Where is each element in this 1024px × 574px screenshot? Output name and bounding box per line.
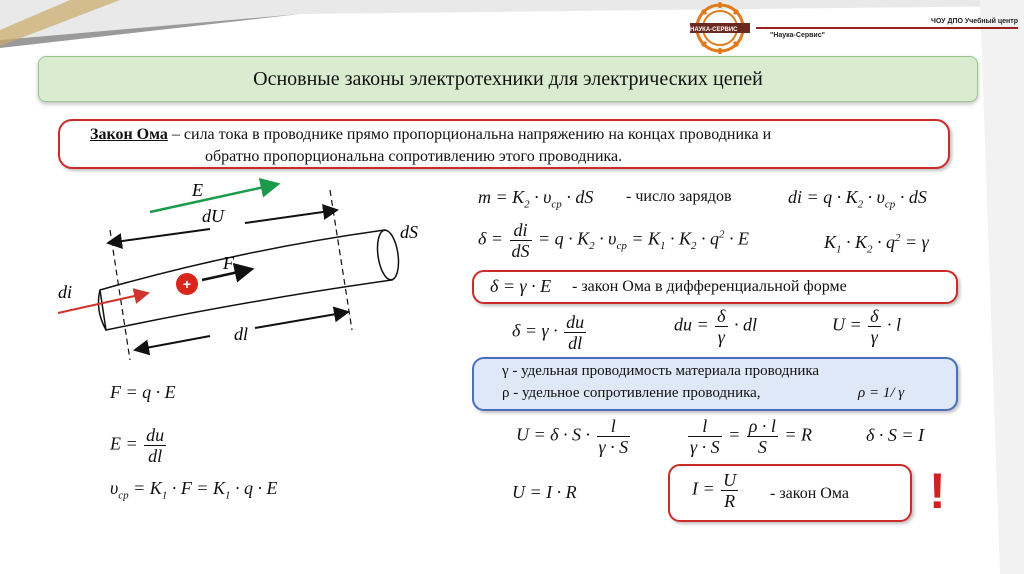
formula-delta-du: δ = γ · $\frac{du}{dl}$ bbox=[512, 312, 585, 353]
charge-count-note: - число зарядов bbox=[626, 188, 732, 205]
label-e: E bbox=[192, 180, 203, 200]
formula-charge-count: $m = K_2 \cdot \upsilon_{ср}$ · dS bbox=[478, 187, 594, 211]
differential-form-note: - закон Ома в дифференциальной форме bbox=[572, 278, 847, 295]
conductor-diagram bbox=[40, 170, 440, 370]
slide-title bbox=[38, 56, 978, 102]
exclamation-icon: ! bbox=[929, 463, 946, 519]
label-ds: dS bbox=[400, 222, 418, 242]
org-name: ЧОУ ДПО Учебный центр bbox=[930, 18, 1018, 25]
label-du: dU bbox=[202, 206, 224, 226]
label-di: di bbox=[58, 282, 73, 302]
law-dash: – bbox=[167, 126, 184, 143]
label-dl: dl bbox=[234, 324, 249, 344]
du-arrow-right bbox=[245, 210, 337, 223]
header-divider bbox=[756, 27, 1018, 29]
formula-du: du = $\frac{\delta}{\gamma}$ · dl bbox=[674, 306, 758, 347]
law-name: Закон Ома bbox=[90, 126, 168, 143]
org-subtitle: "Наука-Сервис" bbox=[770, 32, 825, 39]
logo-text: НАУКА-СЕРВИС bbox=[690, 27, 738, 33]
formula-current: δ · S = I bbox=[866, 425, 925, 445]
formula-field: E = $\frac{du}{dl}$ bbox=[110, 425, 165, 466]
gamma-definition: γ - удельная проводимость материала проводника bbox=[502, 363, 820, 379]
formula-u-delta: U = $\frac{\delta}{\gamma}$ · l bbox=[832, 306, 902, 347]
rho-definition: ρ - удельное сопротивление проводника, bbox=[502, 385, 761, 401]
rho-relation: ρ = 1/ γ bbox=[858, 385, 905, 401]
formula-ohm: I = $\frac{U}{R}$ bbox=[692, 470, 737, 511]
formula-differential: δ = γ · E bbox=[490, 276, 552, 296]
slide-title-text: Основные законы электротехники для электрических цепей bbox=[253, 67, 763, 90]
ohm-law-definition bbox=[58, 119, 950, 169]
formula-conductivity: $K_1 \cdot K_2 \cdot q^2 = \gamma$ bbox=[824, 232, 929, 256]
formula-u-resistance: U = δ · S · $\frac{l}{\gamma \cdot S}$ bbox=[516, 416, 629, 457]
formula-resistance: $\frac{l}{\gamma \cdot S}$ = $\frac{\rho \cdot l}{S}$ = R bbox=[690, 416, 813, 457]
law-line-1: сила тока в проводнике прямо пропорциональна напряжению на концах проводника и bbox=[183, 126, 772, 143]
formula-current-density: δ = $\frac{di}{dS}$ = $q \cdot K_2 \cdot \upsilon_{ср} = K_1 \cdot K_2 \cdot q^2 \cdot E$ bbox=[478, 220, 749, 261]
dl-arrow-left bbox=[135, 336, 210, 350]
conductor-tube bbox=[100, 230, 392, 330]
du-arrow-left bbox=[108, 229, 210, 243]
formula-force: F = q · E bbox=[110, 382, 176, 402]
charge-sign: + bbox=[182, 276, 192, 292]
dl-arrow-right bbox=[255, 312, 348, 328]
label-f: F bbox=[223, 253, 234, 273]
ohm-law-note: - закон Ома bbox=[770, 485, 849, 502]
formula-voltage: U = I · R bbox=[512, 482, 577, 502]
formula-velocity: $\upsilon_{ср} = K_1 \cdot F = K_1 \cdot q \cdot E$ bbox=[110, 478, 278, 502]
formula-current-element: di = $q \cdot K_2 \cdot \upsilon_{ср}$ · dS bbox=[788, 187, 927, 211]
law-line-2: обратно пропорциональна сопротивлению этого проводника. bbox=[205, 148, 623, 165]
